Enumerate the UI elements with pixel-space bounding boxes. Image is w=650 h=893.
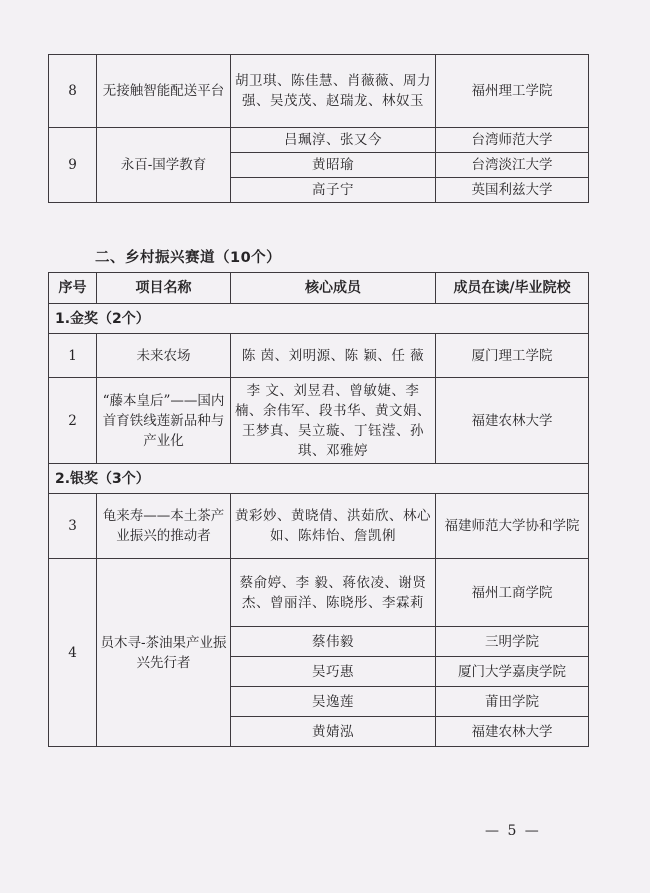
school: 莆田学院 — [436, 687, 589, 717]
header-row — [49, 273, 589, 304]
silver-award-label: 2.银奖（3个） — [49, 464, 589, 494]
school: 英国利兹大学 — [436, 178, 589, 203]
project-name: “藤本皇后”——国内首育铁线莲新品种与产业化 — [97, 378, 231, 464]
core-members: 胡卫琪、陈佳慧、肖薇薇、周力强、吴茂茂、赵瑞龙、林奴玉 — [231, 55, 436, 128]
core-members: 高子宁 — [231, 178, 436, 203]
school: 台湾师范大学 — [436, 128, 589, 153]
header-no: 序号 — [49, 273, 97, 304]
core-members: 黄彩妙、黄晓倩、洪茹欣、林心如、陈炜怡、詹凯俐 — [231, 494, 436, 559]
school: 福建农林大学 — [436, 717, 589, 747]
project-name: 永百-国学教育 — [97, 128, 231, 203]
project-name: 员木寻-茶油果产业振兴先行者 — [97, 559, 231, 747]
project-name: 未来农场 — [97, 334, 231, 378]
school: 福建师范大学协和学院 — [436, 494, 589, 559]
rural-revitalization-table — [48, 272, 589, 747]
table-row — [49, 128, 589, 153]
core-members: 陈 茵、刘明源、陈 颖、任 薇 — [231, 334, 436, 378]
school: 台湾淡江大学 — [436, 153, 589, 178]
section-title: 二、乡村振兴赛道（10个） — [95, 250, 282, 266]
row-number: 1 — [49, 334, 97, 378]
core-members: 蔡俞婷、李 毅、蒋依凌、谢贤杰、曾丽洋、陈晓彤、李霖莉 — [231, 559, 436, 627]
header-school: 成员在读/毕业院校 — [436, 273, 589, 304]
school: 福州工商学院 — [436, 559, 589, 627]
table-row — [49, 334, 589, 378]
header-members: 核心成员 — [231, 273, 436, 304]
school: 厦门理工学院 — [436, 334, 589, 378]
core-members: 吴巧惠 — [231, 657, 436, 687]
row-number: 8 — [49, 55, 97, 128]
table-row — [49, 55, 589, 128]
header-project: 项目名称 — [97, 273, 231, 304]
continued-table — [48, 54, 589, 203]
school: 厦门大学嘉庚学院 — [436, 657, 589, 687]
page-number: — 5 — — [485, 823, 541, 839]
school: 福建农林大学 — [436, 378, 589, 464]
core-members: 黄昭瑜 — [231, 153, 436, 178]
school: 福州理工学院 — [436, 55, 589, 128]
core-members: 李 文、刘昱君、曾敏婕、李 楠、余伟军、段书华、黄文娟、王梦真、吴立璇、丁钰滢、孙 琪、邓雅婷 — [231, 378, 436, 464]
core-members: 吴逸莲 — [231, 687, 436, 717]
group-row — [49, 464, 589, 494]
core-members: 吕珮淳、张又今 — [231, 128, 436, 153]
core-members: 黄婧泓 — [231, 717, 436, 747]
table-row — [49, 559, 589, 627]
row-number: 4 — [49, 559, 97, 747]
table-row — [49, 494, 589, 559]
row-number: 2 — [49, 378, 97, 464]
group-row — [49, 304, 589, 334]
school: 三明学院 — [436, 627, 589, 657]
project-name: 无接触智能配送平台 — [97, 55, 231, 128]
row-number: 3 — [49, 494, 97, 559]
project-name: 龟来寿——本土茶产业振兴的推动者 — [97, 494, 231, 559]
gold-award-label: 1.金奖（2个） — [49, 304, 589, 334]
row-number: 9 — [49, 128, 97, 203]
table-row — [49, 378, 589, 464]
core-members: 蔡伟毅 — [231, 627, 436, 657]
